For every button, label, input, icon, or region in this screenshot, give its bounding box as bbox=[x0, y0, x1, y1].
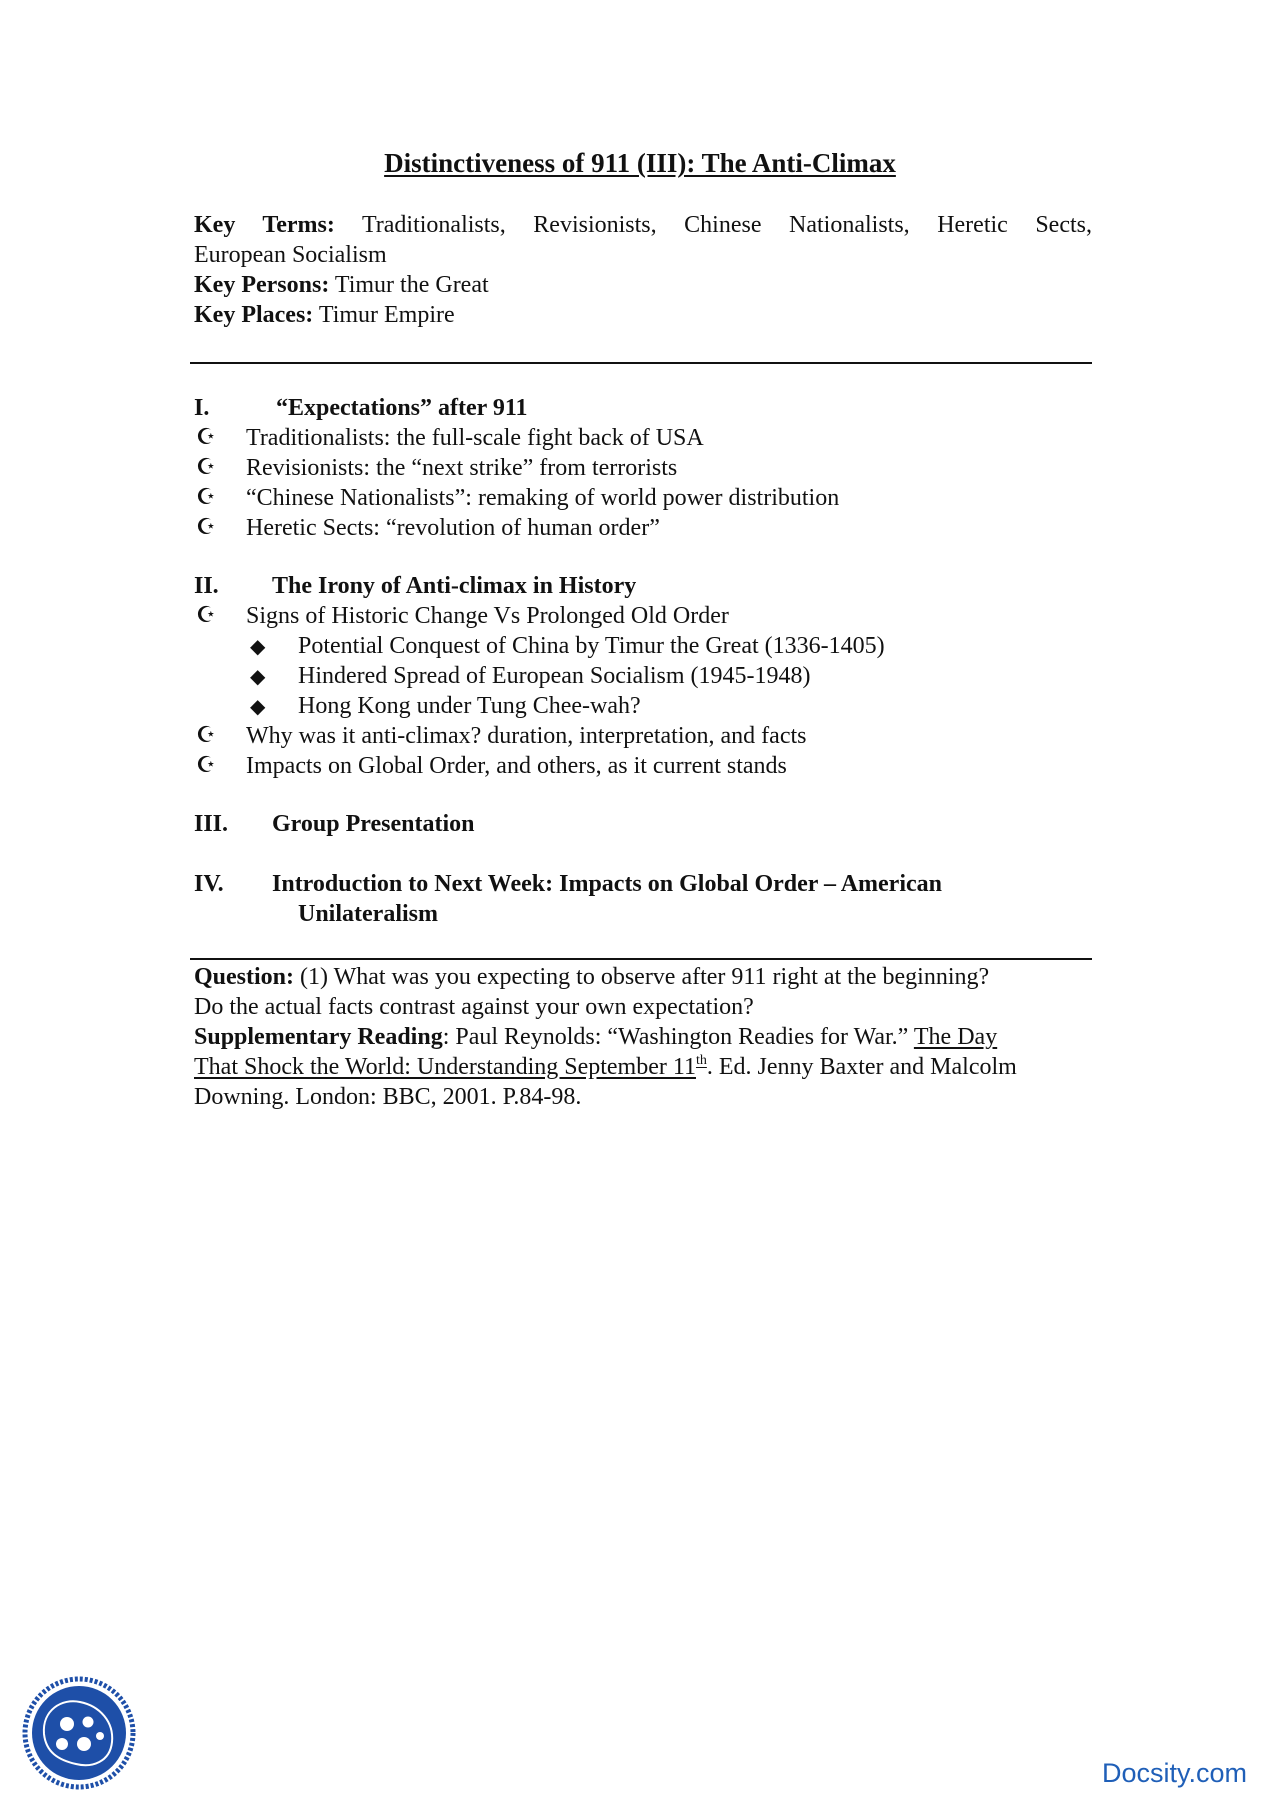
crescent-bullet-icon: ☪ bbox=[196, 603, 216, 628]
list-item-text: Why was it anti-climax? duration, interpretation, and facts bbox=[246, 723, 807, 749]
key-terms-line bbox=[194, 210, 1092, 240]
reading-book-title: The Day bbox=[913, 1024, 998, 1050]
section-title-cont: Unilateralism bbox=[298, 901, 438, 927]
crescent-bullet-icon: ☪ bbox=[196, 723, 216, 748]
reading-superscript: th bbox=[695, 1053, 707, 1068]
docsity-logo-icon bbox=[22, 1676, 136, 1790]
section-number: III. bbox=[194, 811, 229, 837]
reading-book-title-cont: That Shock the World: Understanding September 11 bbox=[194, 1054, 696, 1080]
reading-citation: : Paul Reynolds: “Washington Readies for War.” bbox=[442, 1024, 914, 1050]
question-continuation: Do the actual facts contrast against your own expectation? bbox=[194, 994, 754, 1020]
section-title: Group Presentation bbox=[272, 811, 475, 837]
key-places-label: Key Places: bbox=[194, 302, 314, 328]
reading-line-2 bbox=[194, 1052, 1092, 1082]
question-line bbox=[194, 962, 1092, 992]
question-text: (1) What was you expecting to observe after 911 right at the beginning? bbox=[294, 964, 990, 990]
docsity-brand-link[interactable]: Docsity.com bbox=[1102, 1758, 1248, 1788]
list-item-text: Signs of Historic Change Vs Prolonged Old Order bbox=[246, 603, 729, 629]
crescent-bullet-icon: ☪ bbox=[196, 515, 216, 540]
crescent-bullet-icon: ☪ bbox=[196, 753, 216, 778]
list-item-text: Heretic Sects: “revolution of human order” bbox=[246, 515, 660, 541]
reading-line-3: Downing. London: BBC, 2001. P.84-98. bbox=[194, 1084, 582, 1110]
diamond-bullet-icon: ◆ bbox=[250, 634, 266, 658]
section-number: II. bbox=[194, 573, 219, 599]
key-places-line bbox=[194, 300, 1092, 330]
sub-list-item-text: Hong Kong under Tung Chee-wah? bbox=[298, 693, 641, 719]
key-places-text: Timur Empire bbox=[318, 302, 455, 328]
key-persons-line bbox=[194, 270, 1092, 300]
reading-editors: . Ed. Jenny Baxter and Malcolm bbox=[706, 1054, 1017, 1080]
list-item-text: Impacts on Global Order, and others, as it current stands bbox=[246, 753, 787, 779]
divider-rule-top bbox=[190, 362, 1092, 364]
key-terms-label: Key Terms: bbox=[194, 212, 335, 238]
sub-list-item-text: Hindered Spread of European Socialism (1945-1948) bbox=[298, 663, 811, 689]
list-item-text: Traditionalists: the full-scale fight back of USA bbox=[246, 425, 704, 451]
crescent-bullet-icon: ☪ bbox=[196, 485, 216, 510]
reading-label: Supplementary Reading bbox=[194, 1024, 443, 1050]
key-terms-text: Traditionalists, Revisionists, Chinese Nationalists, Heretic Sects, bbox=[361, 212, 1092, 238]
crescent-bullet-icon: ☪ bbox=[196, 455, 216, 480]
list-item-text: “Chinese Nationalists”: remaking of world power distribution bbox=[246, 485, 840, 511]
section-number: IV. bbox=[194, 871, 224, 897]
key-persons-label: Key Persons: bbox=[194, 272, 330, 298]
section-title: “Expectations” after 911 bbox=[276, 395, 528, 421]
section-number: I. bbox=[194, 395, 210, 421]
section-title: Introduction to Next Week: Impacts on Global Order – American bbox=[272, 871, 942, 897]
sub-list-item-text: Potential Conquest of China by Timur the Great (1336-1405) bbox=[298, 633, 885, 659]
section-title: The Irony of Anti-climax in History bbox=[272, 573, 637, 599]
reading-line-1 bbox=[194, 1022, 1092, 1052]
question-label: Question: bbox=[194, 964, 295, 990]
key-terms-continuation: European Socialism bbox=[194, 242, 387, 268]
document-title: Distinctiveness of 911 (III): The Anti-Climax bbox=[384, 148, 896, 178]
diamond-bullet-icon: ◆ bbox=[250, 664, 266, 688]
list-item-text: Revisionists: the “next strike” from terrorists bbox=[246, 455, 678, 481]
diamond-bullet-icon: ◆ bbox=[250, 694, 266, 718]
key-persons-text: Timur the Great bbox=[334, 272, 489, 298]
divider-rule-bottom bbox=[190, 958, 1092, 960]
crescent-bullet-icon: ☪ bbox=[196, 425, 216, 450]
